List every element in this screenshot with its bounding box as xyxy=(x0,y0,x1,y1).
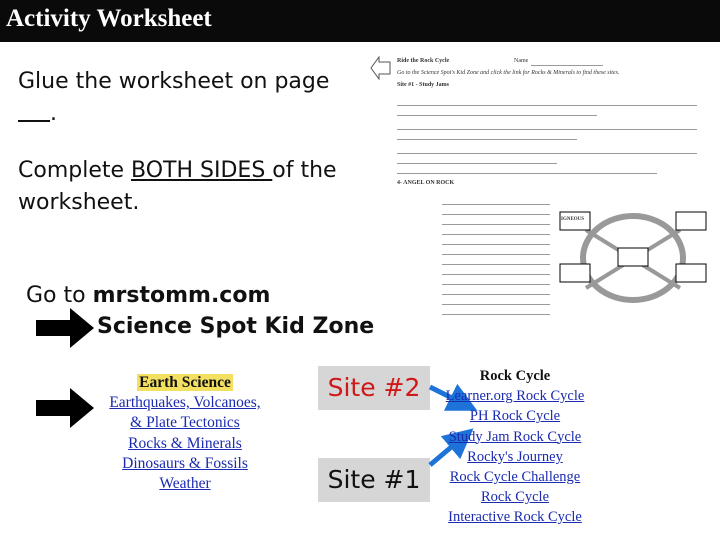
glue-text: Glue the worksheet on page xyxy=(18,69,330,94)
worksheet-back-thumbnail xyxy=(440,196,710,324)
earth-science-link[interactable]: & Plate Tectonics xyxy=(130,414,240,432)
complete-pre: Complete xyxy=(18,158,132,183)
worksheet-intro: Go to the Science Spot's Kid Zone and click the link for Rocks & Minerals to find these sites. xyxy=(397,70,620,76)
goto-pre: Go to xyxy=(26,283,93,308)
rock-cycle-link[interactable]: Rock Cycle Challenge xyxy=(449,469,581,486)
earth-science-link[interactable]: Earthquakes, Volcanoes, xyxy=(109,394,261,412)
worksheet-section-label: 4- ANGEL ON ROCK xyxy=(397,180,455,186)
rock-cycle-link[interactable]: Rocky's Journey xyxy=(467,448,563,465)
title-bar xyxy=(0,0,720,42)
rock-cycle-link[interactable]: Rock Cycle xyxy=(480,489,550,506)
rock-cycle-link[interactable]: Study Jam Rock Cycle xyxy=(448,428,582,445)
page-title: Activity Worksheet xyxy=(6,5,212,32)
page-blank xyxy=(18,98,50,122)
glue-instruction xyxy=(18,66,329,130)
site-2-label: Site #2 xyxy=(318,366,430,410)
igneous-label: IGNEOUS xyxy=(561,217,585,222)
pointer-arrow-icon xyxy=(370,56,392,80)
rock-cycle-heading: Rock Cycle xyxy=(479,368,551,384)
arrow-right-icon xyxy=(36,308,94,348)
complete-post: of the worksheet. xyxy=(18,158,337,215)
worksheet-name-label: Name xyxy=(514,58,529,64)
earth-science-link[interactable]: Dinosaurs & Fossils xyxy=(122,454,248,472)
complete-emphasis: BOTH SIDES xyxy=(131,158,273,183)
kid-zone-label: Science Spot Kid Zone xyxy=(97,314,375,339)
earth-science-heading: Earth Science xyxy=(139,374,231,391)
arrow-right-icon xyxy=(36,388,94,428)
rock-cycle-link[interactable]: Learner.org Rock Cycle xyxy=(445,388,585,405)
earth-science-link[interactable]: Rocks & Minerals xyxy=(128,434,242,452)
rock-cycle-link[interactable]: PH Rock Cycle xyxy=(469,408,561,425)
site-1-label: Site #1 xyxy=(318,458,430,502)
glue-end: . xyxy=(50,101,57,126)
worksheet-front-thumbnail xyxy=(368,52,708,190)
worksheet-site1: Site #1 - Study Jams xyxy=(397,82,450,88)
earth-science-link[interactable]: Weather xyxy=(159,475,211,493)
earth-science-list xyxy=(94,373,276,494)
complete-instruction xyxy=(18,155,358,219)
goto-site-link[interactable]: mrstomm.com xyxy=(92,283,271,308)
rock-cycle-link[interactable]: Interactive Rock Cycle xyxy=(448,509,582,526)
worksheet-header: Ride the Rock Cycle xyxy=(397,58,450,64)
rock-cycle-list xyxy=(440,366,590,528)
